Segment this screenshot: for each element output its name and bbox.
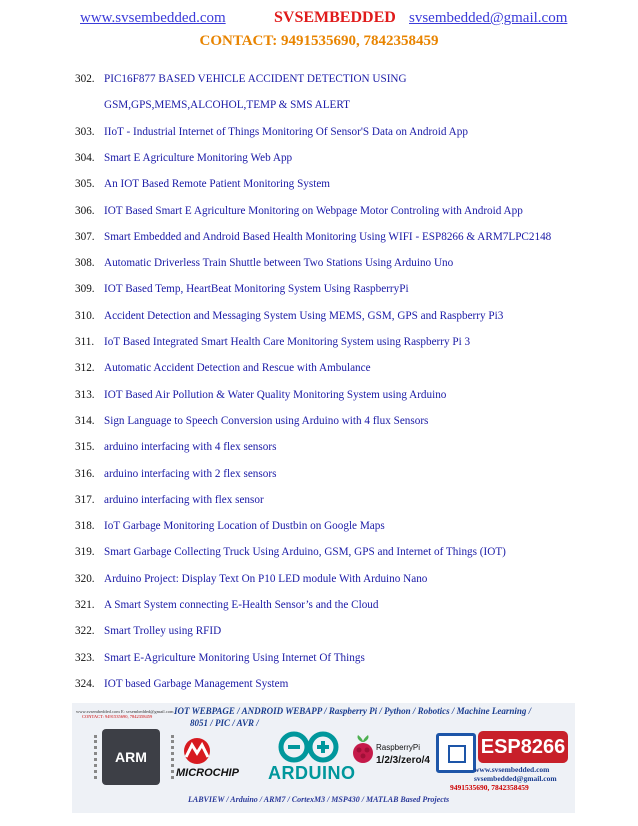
item-title: PIC16F877 BASED VEHICLE ACCIDENT DETECTION USING xyxy=(104,73,407,85)
arm-label: ARM xyxy=(115,749,147,765)
item-number: 314. xyxy=(75,414,95,427)
item-number: 321. xyxy=(75,599,95,611)
item-number: 305. xyxy=(75,178,95,191)
item-title: Smart Garbage Collecting Truck Using Arduino, GSM, GPS and Internet of Things (IOT) xyxy=(104,546,506,559)
item-number: 306. xyxy=(75,204,95,217)
item-number: 322. xyxy=(75,625,95,638)
banner-mini-phone: CONTACT: 9491535690, 7842358459 xyxy=(82,714,153,719)
item-title: Automatic Accident Detection and Rescue with Ambulance xyxy=(104,362,371,375)
item-title: Smart E Agriculture Monitoring Web App xyxy=(104,151,293,164)
item-title: arduino interfacing with 2 flex sensors xyxy=(104,467,277,480)
item-number: 304. xyxy=(75,151,95,164)
item-title: arduino interfacing with flex sensor xyxy=(104,493,264,506)
item-title: Arduino Project: Display Text On P10 LED module With Arduino Nano xyxy=(104,572,428,585)
item-number: 302. xyxy=(75,73,95,85)
brand-title: SVSEMBEDDED xyxy=(274,9,396,26)
item-title: Smart Embedded and Android Based Health Monitoring Using WIFI - ESP8266 & ARM7LPC2148 xyxy=(104,230,552,243)
item-title: Smart E-Agriculture Monitoring Using Internet Of Things xyxy=(104,651,365,664)
raspberry-pi-models: 1/2/3/zero/4 xyxy=(376,755,430,766)
item-title: GSM,GPS,MEMS,ALCOHOL,TEMP & SMS ALERT xyxy=(104,99,351,112)
item-title: An IOT Based Remote Patient Monitoring System xyxy=(104,178,331,191)
item-title: IoT Based Integrated Smart Health Care Monitoring System using Raspberry Pi 3 xyxy=(104,336,471,348)
banner-topics-line1: IOT WEBPAGE / ANDROID WEBAPP / Raspberry Pi / Python / Robotics / Machine Learning / xyxy=(174,706,532,716)
banner-mini-contact: www.svsembedded.com E: svsembedded@gmail.com xyxy=(76,709,174,714)
raspberry-pi-name: RaspberryPi xyxy=(376,743,421,752)
banner-platforms-line: LABVIEW / Arduino / ARM7 / CortexM3 / MSP430 / MATLAB Based Projects xyxy=(188,795,450,804)
item-title: IoT Garbage Monitoring Location of Dustbin on Google Maps xyxy=(104,520,385,533)
website-link[interactable]: www.svsembedded.com xyxy=(80,10,226,26)
item-title: Sign Language to Speech Conversion using Arduino with 4 flux Sensors xyxy=(104,414,429,427)
microchip-logo-icon xyxy=(180,737,214,765)
item-number: 318. xyxy=(75,520,95,533)
banner-topics-line2: 8051 / PIC / AVR / xyxy=(190,718,259,728)
item-title: IOT based Garbage Management System xyxy=(104,677,289,690)
item-title: IOT Based Smart E Agriculture Monitoring on Webpage Motor Controling with Android App xyxy=(104,204,523,217)
esp8266-badge: ESP8266 xyxy=(478,731,568,763)
item-title: A Smart System connecting E-Health Sensor’s and the Cloud xyxy=(104,599,379,611)
arduino-logo-icon xyxy=(276,729,342,765)
item-title: arduino interfacing with 4 flex sensors xyxy=(104,441,277,454)
item-title: IOT Based Air Pollution & Water Quality Monitoring System using Arduino xyxy=(104,388,447,401)
item-number: 311. xyxy=(75,336,95,348)
item-title: Smart Trolley using RFID xyxy=(104,625,222,638)
page-header xyxy=(0,0,638,72)
banner-website: www.svsembedded.com xyxy=(474,765,550,774)
item-number: 320. xyxy=(75,572,95,585)
item-number: 317. xyxy=(75,493,95,506)
item-title: IIoT - Industrial Internet of Things Monitoring Of Sensor'S Data on Android App xyxy=(104,125,468,138)
item-number: 324. xyxy=(75,677,95,690)
item-number: 319. xyxy=(75,546,95,559)
item-number: 309. xyxy=(75,283,95,296)
item-number: 310. xyxy=(75,309,95,322)
item-number: 308. xyxy=(75,257,95,270)
email-link[interactable]: svsembedded@gmail.com xyxy=(409,10,568,26)
raspberry-pi-logo-icon xyxy=(350,733,376,765)
item-number: 312. xyxy=(75,362,95,375)
item-number: 316. xyxy=(75,467,95,480)
item-title: Automatic Driverless Train Shuttle between Two Stations Using Arduino Uno xyxy=(104,257,454,270)
contact-line: CONTACT: 9491535690, 7842358459 xyxy=(199,33,439,49)
banner-phones: 9491535690, 7842358459 xyxy=(450,783,529,792)
item-title: Accident Detection and Messaging System Using MEMS, GSM, GPS and Raspberry Pi3 xyxy=(104,309,504,322)
footer-banner xyxy=(72,703,575,813)
item-title: IOT Based Temp, HeartBeat Monitoring System Using RaspberryPi xyxy=(104,283,409,296)
item-number: 323. xyxy=(75,651,95,664)
banner-email: svsembedded@gmail.com xyxy=(474,774,557,783)
item-number: 307. xyxy=(75,230,95,243)
microchip-label: MICROCHIP xyxy=(176,767,239,779)
item-number: 303. xyxy=(75,125,95,138)
item-number: 315. xyxy=(75,441,95,454)
item-number: 313. xyxy=(75,388,95,401)
arm-chip-icon xyxy=(102,729,160,785)
arduino-label: ARDUINO xyxy=(268,763,356,783)
microcontroller-chip-icon xyxy=(436,733,476,773)
